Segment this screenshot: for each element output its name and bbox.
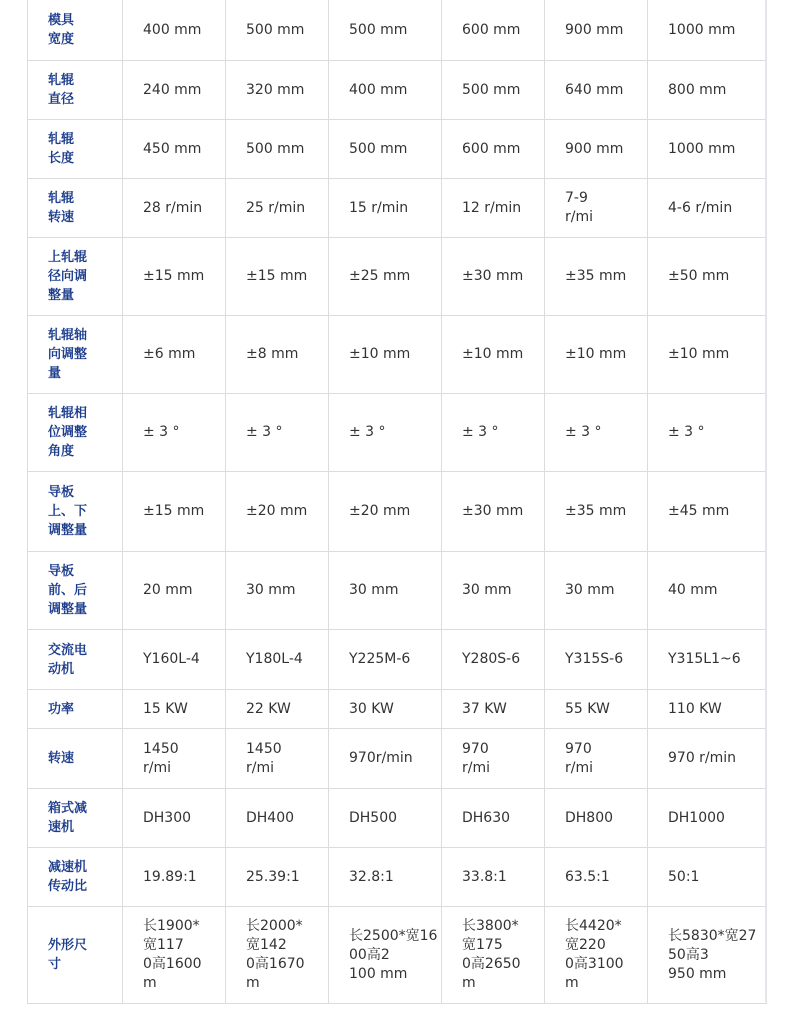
table-cell: Y160L-4: [123, 630, 226, 690]
row-label: 减速机 传动比: [28, 848, 123, 907]
table-cell: 500 mm: [226, 120, 329, 179]
table-cell: Y225M-6: [329, 630, 442, 690]
table-cell: ±10 mm: [648, 316, 767, 394]
table-cell: 600 mm: [442, 120, 545, 179]
row-label: 功率: [28, 690, 123, 729]
table-cell: ± 3 °: [545, 394, 648, 472]
table-row: [28, 690, 767, 729]
table-cell: 900 mm: [545, 0, 648, 61]
table-cell: 20 mm: [123, 552, 226, 630]
table-cell: 800 mm: [648, 61, 767, 120]
table-row: [28, 120, 767, 179]
table-cell: ± 3 °: [648, 394, 767, 472]
table-row: [28, 0, 767, 61]
table-cell: 1450 r/mi: [123, 729, 226, 789]
table-row: [28, 789, 767, 848]
table-cell: 320 mm: [226, 61, 329, 120]
table-row: [28, 61, 767, 120]
table-row: [28, 179, 767, 238]
table-cell: ±20 mm: [226, 472, 329, 552]
table-row: [28, 472, 767, 552]
table-cell: 500 mm: [329, 120, 442, 179]
table-cell: ± 3 °: [123, 394, 226, 472]
table-row: [28, 729, 767, 789]
row-label: 导板 上、下 调整量: [28, 472, 123, 552]
table-cell: 4-6 r/min: [648, 179, 767, 238]
table-cell: 970 r/min: [648, 729, 767, 789]
table-cell: 长2500*宽16 00高2 100 mm: [329, 907, 442, 1004]
table-cell: 30 KW: [329, 690, 442, 729]
table-cell: ±10 mm: [545, 316, 648, 394]
table-cell: ±15 mm: [123, 238, 226, 316]
table-cell: 长3800* 宽175 0高2650 m: [442, 907, 545, 1004]
table-cell: 28 r/min: [123, 179, 226, 238]
table-cell: 30 mm: [442, 552, 545, 630]
table-row: [28, 394, 767, 472]
table-cell: ±20 mm: [329, 472, 442, 552]
table-cell: ±8 mm: [226, 316, 329, 394]
table-cell: ±25 mm: [329, 238, 442, 316]
table-cell: ±6 mm: [123, 316, 226, 394]
table-cell: ±35 mm: [545, 238, 648, 316]
row-label: 轧辊轴 向调整 量: [28, 316, 123, 394]
table-cell: 1450 r/mi: [226, 729, 329, 789]
table-cell: DH300: [123, 789, 226, 848]
table-row: [28, 907, 767, 1004]
table-row: [28, 848, 767, 907]
table-cell: DH630: [442, 789, 545, 848]
row-label: 轧辊相 位调整 角度: [28, 394, 123, 472]
table-cell: 30 mm: [226, 552, 329, 630]
table-cell: 15 r/min: [329, 179, 442, 238]
table-cell: DH400: [226, 789, 329, 848]
row-label: 上轧辊 径向调 整量: [28, 238, 123, 316]
row-label: 外形尺 寸: [28, 907, 123, 1004]
table-cell: DH800: [545, 789, 648, 848]
table-cell: 500 mm: [226, 0, 329, 61]
table-cell: ±35 mm: [545, 472, 648, 552]
table-cell: ±50 mm: [648, 238, 767, 316]
table-cell: 15 KW: [123, 690, 226, 729]
table-cell: ±10 mm: [442, 316, 545, 394]
table-cell: ± 3 °: [442, 394, 545, 472]
table-cell: 长4420* 宽220 0高3100 m: [545, 907, 648, 1004]
table-row: [28, 630, 767, 690]
row-label: 模具 宽度: [28, 0, 123, 61]
spec-table-body: [28, 0, 767, 1004]
table-cell: 55 KW: [545, 690, 648, 729]
table-cell: Y280S-6: [442, 630, 545, 690]
spec-table: [27, 0, 767, 1004]
table-cell: Y315L1~6: [648, 630, 767, 690]
row-label: 导板 前、后 调整量: [28, 552, 123, 630]
table-cell: ±15 mm: [123, 472, 226, 552]
table-cell: 500 mm: [329, 0, 442, 61]
scrollbar-track: [765, 0, 767, 1002]
table-cell: ±10 mm: [329, 316, 442, 394]
table-cell: 33.8:1: [442, 848, 545, 907]
table-cell: ±15 mm: [226, 238, 329, 316]
table-cell: Y315S-6: [545, 630, 648, 690]
table-cell: 长1900* 宽117 0高1600 m: [123, 907, 226, 1004]
table-cell: 970r/min: [329, 729, 442, 789]
table-cell: DH1000: [648, 789, 767, 848]
table-cell: 63.5:1: [545, 848, 648, 907]
table-cell: DH500: [329, 789, 442, 848]
table-cell: 240 mm: [123, 61, 226, 120]
table-cell: 19.89:1: [123, 848, 226, 907]
row-label: 交流电 动机: [28, 630, 123, 690]
table-cell: ±30 mm: [442, 472, 545, 552]
table-cell: 600 mm: [442, 0, 545, 61]
table-cell: 1000 mm: [648, 120, 767, 179]
table-cell: 970 r/mi: [545, 729, 648, 789]
table-cell: 400 mm: [329, 61, 442, 120]
table-cell: 32.8:1: [329, 848, 442, 907]
table-cell: 1000 mm: [648, 0, 767, 61]
table-cell: 25 r/min: [226, 179, 329, 238]
table-cell: ±30 mm: [442, 238, 545, 316]
table-row: [28, 316, 767, 394]
table-cell: 110 KW: [648, 690, 767, 729]
table-cell: 970 r/mi: [442, 729, 545, 789]
table-cell: 450 mm: [123, 120, 226, 179]
table-row: [28, 552, 767, 630]
table-cell: 22 KW: [226, 690, 329, 729]
table-cell: 长2000* 宽142 0高1670 m: [226, 907, 329, 1004]
table-cell: 37 KW: [442, 690, 545, 729]
table-cell: ± 3 °: [226, 394, 329, 472]
row-label: 转速: [28, 729, 123, 789]
row-label: 轧辊 转速: [28, 179, 123, 238]
table-row: [28, 238, 767, 316]
table-cell: 50:1: [648, 848, 767, 907]
table-cell: 40 mm: [648, 552, 767, 630]
table-cell: 30 mm: [329, 552, 442, 630]
row-label: 轧辊 长度: [28, 120, 123, 179]
table-cell: 640 mm: [545, 61, 648, 120]
table-cell: 30 mm: [545, 552, 648, 630]
table-cell: 7-9 r/mi: [545, 179, 648, 238]
table-cell: ± 3 °: [329, 394, 442, 472]
table-cell: ±45 mm: [648, 472, 767, 552]
table-cell: 25.39:1: [226, 848, 329, 907]
table-cell: 12 r/min: [442, 179, 545, 238]
row-label: 轧辊 直径: [28, 61, 123, 120]
table-cell: 长5830*宽27 50高3 950 mm: [648, 907, 767, 1004]
table-cell: 500 mm: [442, 61, 545, 120]
table-cell: Y180L-4: [226, 630, 329, 690]
table-cell: 900 mm: [545, 120, 648, 179]
row-label: 箱式减 速机: [28, 789, 123, 848]
table-cell: 400 mm: [123, 0, 226, 61]
